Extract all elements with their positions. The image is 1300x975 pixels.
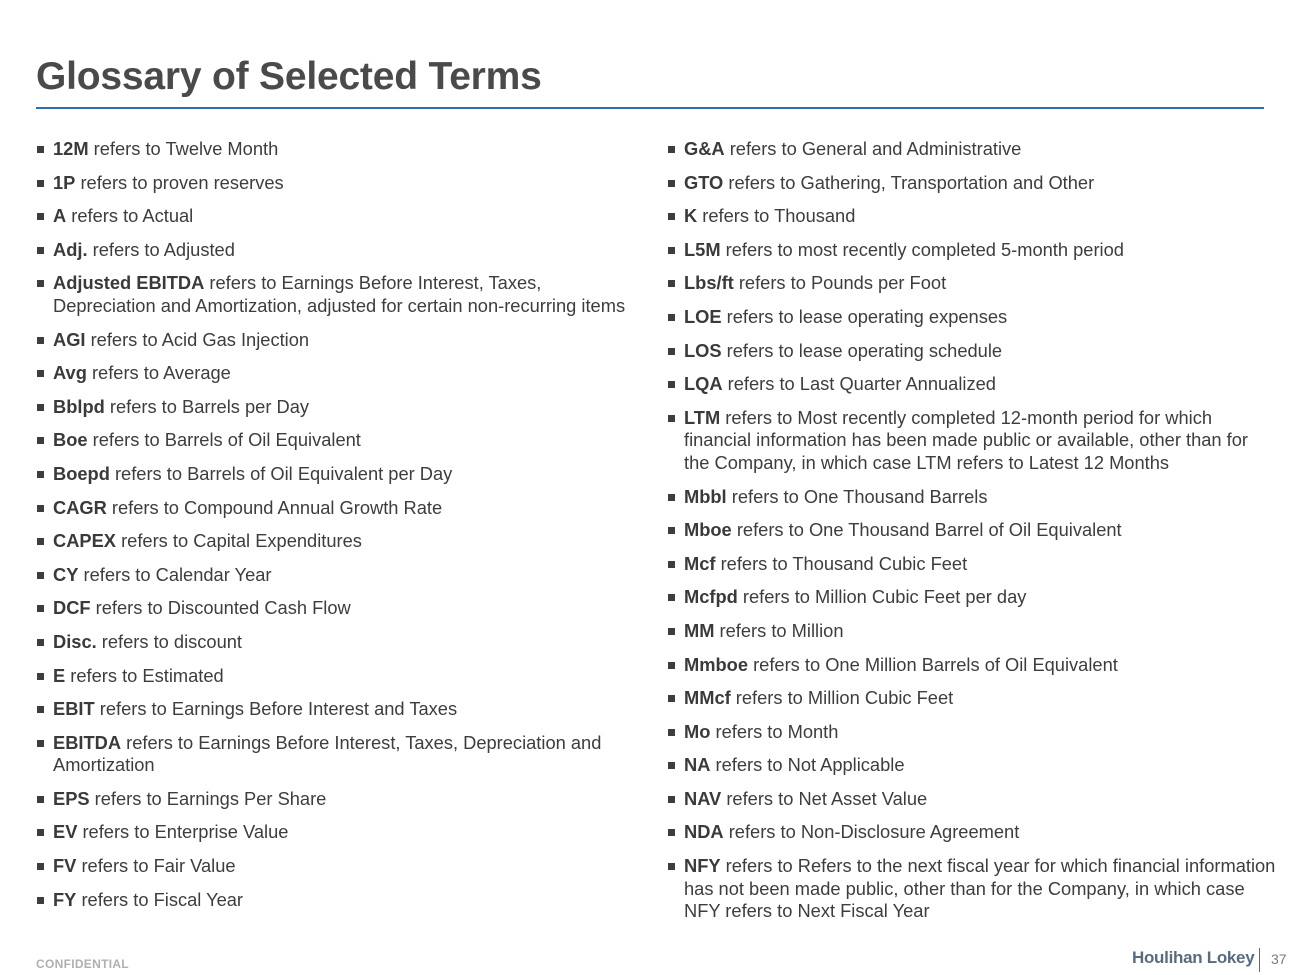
glossary-term: DCF: [53, 597, 91, 619]
glossary-term: K: [684, 205, 698, 227]
glossary-term: L5M: [684, 238, 721, 260]
square-bullet-icon: [37, 673, 44, 680]
glossary-definition: refers to Actual: [66, 205, 194, 227]
glossary-definition: refers to Earnings Before Interest and Taxes: [94, 698, 458, 720]
glossary-definition: refers to Average: [86, 362, 231, 384]
square-bullet-icon: [668, 561, 675, 568]
glossary-term: Mo: [684, 720, 711, 742]
glossary-definition: refers to Thousand Cubic Feet: [715, 552, 968, 574]
glossary-definition: refers to Fair Value: [76, 855, 236, 877]
glossary-definition: refers to Discounted Cash Flow: [90, 597, 351, 619]
glossary-term: Adjusted EBITDA: [53, 272, 205, 294]
square-bullet-icon: [37, 337, 44, 344]
glossary-definition: refers to Million Cubic Feet per day: [737, 586, 1027, 608]
glossary-term: Disc.: [53, 630, 97, 652]
glossary-item: [36, 530, 636, 553]
glossary-term: 12M: [53, 138, 89, 159]
glossary-term: Adj.: [53, 238, 88, 260]
square-bullet-icon: [668, 662, 675, 669]
glossary-item: [36, 329, 636, 352]
glossary-definition: refers to Barrels of Oil Equivalent: [87, 429, 361, 451]
square-bullet-icon: [668, 247, 675, 254]
footer-divider: [1259, 948, 1260, 972]
glossary-definition: refers to Enterprise Value: [77, 821, 289, 843]
glossary-term: NA: [684, 754, 711, 776]
square-bullet-icon: [37, 605, 44, 612]
square-bullet-icon: [37, 796, 44, 803]
glossary-item: [667, 272, 1277, 295]
glossary-definition: refers to Non-Disclosure Agreement: [723, 821, 1020, 843]
glossary-definition: refers to Thousand: [697, 205, 856, 227]
square-bullet-icon: [37, 437, 44, 444]
glossary-item: [36, 463, 636, 486]
square-bullet-icon: [668, 594, 675, 601]
glossary-term: LTM: [684, 406, 721, 428]
glossary-term: Mmboe: [684, 653, 748, 675]
square-bullet-icon: [668, 381, 675, 388]
glossary-term: AGI: [53, 328, 86, 350]
glossary-item: [667, 340, 1277, 363]
glossary-item: [667, 821, 1277, 844]
glossary-item: [667, 486, 1277, 509]
glossary-item: [667, 519, 1277, 542]
glossary-definition: refers to Twelve Month: [88, 138, 279, 159]
glossary-definition: refers to Million Cubic Feet: [730, 687, 954, 709]
glossary-definition: refers to Million: [714, 619, 844, 641]
square-bullet-icon: [37, 863, 44, 870]
square-bullet-icon: [37, 146, 44, 153]
glossary-item: [667, 687, 1277, 710]
glossary-item: [36, 362, 636, 385]
square-bullet-icon: [37, 572, 44, 579]
square-bullet-icon: [668, 527, 675, 534]
square-bullet-icon: [37, 505, 44, 512]
glossary-term: NFY: [684, 855, 721, 877]
glossary-definition: refers to lease operating expenses: [721, 305, 1008, 327]
glossary-term: LOS: [684, 339, 722, 361]
glossary-definition: refers to General and Administrative: [724, 138, 1022, 159]
glossary-item: [667, 306, 1277, 329]
glossary-term: LOE: [684, 305, 722, 327]
glossary-term: LQA: [684, 373, 723, 395]
glossary-item: [36, 855, 636, 878]
glossary-item: [667, 721, 1277, 744]
glossary-term: MM: [684, 619, 715, 641]
glossary-item: [36, 665, 636, 688]
glossary-item: [36, 138, 636, 161]
glossary-definition: refers to One Thousand Barrels: [726, 485, 988, 507]
square-bullet-icon: [37, 538, 44, 545]
glossary-definition: refers to Acid Gas Injection: [85, 328, 310, 350]
square-bullet-icon: [668, 213, 675, 220]
glossary-term: Lbs/ft: [684, 272, 734, 294]
glossary-term: EBITDA: [53, 731, 122, 753]
glossary-term: Mbbl: [684, 485, 727, 507]
glossary-item: [36, 788, 636, 811]
glossary-definition: refers to discount: [96, 630, 243, 652]
glossary-item: [667, 239, 1277, 262]
square-bullet-icon: [668, 829, 675, 836]
glossary-item: [36, 821, 636, 844]
glossary-item: [36, 497, 636, 520]
glossary-definition: refers to Not Applicable: [710, 754, 905, 776]
glossary-definition: refers to Barrels per Day: [104, 395, 310, 417]
square-bullet-icon: [668, 729, 675, 736]
glossary-term: Bblpd: [53, 395, 105, 417]
glossary-term: FV: [53, 855, 77, 877]
glossary-definition: refers to Earnings Before Interest, Taxes, Depreciation and Amortization, adjusted for certain non-recurring items: [53, 272, 626, 316]
glossary-item: [36, 429, 636, 452]
glossary-item: [36, 239, 636, 262]
glossary-column-right: [667, 138, 1277, 934]
glossary-definition: refers to Fiscal Year: [76, 888, 244, 910]
glossary-item: [667, 754, 1277, 777]
glossary-item: [667, 553, 1277, 576]
glossary-term: 1P: [53, 171, 76, 193]
glossary-definition: refers to Refers to the next fiscal year for which financial information has not been made public, other than for the Company, in which case NFY refers to Next Fiscal Year: [684, 855, 1276, 922]
glossary-item: [36, 205, 636, 228]
glossary-definition: refers to Barrels of Oil Equivalent per Day: [109, 462, 453, 484]
glossary-term: Boe: [53, 429, 88, 451]
glossary-item: [667, 373, 1277, 396]
glossary-definition: refers to Pounds per Foot: [733, 272, 947, 294]
glossary-definition: refers to Most recently completed 12-month period for which financial information has been made public or available, other than for the Company, in which case LTM refers to Latest 12 Months: [684, 406, 1249, 473]
confidential-label: CONFIDENTIAL: [36, 957, 129, 971]
glossary-definition: refers to Compound Annual Growth Rate: [106, 496, 443, 518]
glossary-term: Mcfpd: [684, 586, 738, 608]
glossary-item: [667, 586, 1277, 609]
glossary-item: [36, 889, 636, 912]
glossary-item: [36, 564, 636, 587]
glossary-item: [36, 698, 636, 721]
glossary-definition: refers to Earnings Before Interest, Taxes, Depreciation and Amortization: [53, 731, 602, 776]
glossary-definition: refers to Estimated: [65, 664, 224, 686]
square-bullet-icon: [37, 213, 44, 220]
glossary-term: NDA: [684, 821, 724, 843]
page-title: Glossary of Selected Terms: [36, 55, 542, 98]
glossary-term: G&A: [684, 138, 725, 159]
square-bullet-icon: [668, 695, 675, 702]
glossary-item: [36, 396, 636, 419]
glossary-term: Mcf: [684, 552, 716, 574]
glossary-definition: refers to Month: [710, 720, 839, 742]
glossary-term: CAGR: [53, 496, 107, 518]
glossary-definition: refers to Capital Expenditures: [116, 530, 362, 552]
glossary-term: Mboe: [684, 519, 732, 541]
glossary-column-left: [36, 138, 636, 922]
glossary-definition: refers to Gathering, Transportation and Other: [723, 171, 1095, 193]
glossary-term: NAV: [684, 787, 722, 809]
glossary-item: [667, 172, 1277, 195]
glossary-item: [36, 172, 636, 195]
glossary-term: EBIT: [53, 698, 95, 720]
glossary-item: [667, 620, 1277, 643]
glossary-item: [667, 654, 1277, 677]
glossary-term: MMcf: [684, 687, 731, 709]
glossary-item: [36, 631, 636, 654]
glossary-item: [36, 597, 636, 620]
page-number: 37: [1271, 951, 1287, 967]
square-bullet-icon: [37, 740, 44, 747]
glossary-definition: refers to Adjusted: [87, 238, 235, 260]
glossary-term: A: [53, 205, 67, 227]
brand-logo: Houlihan Lokey: [1132, 948, 1255, 967]
square-bullet-icon: [668, 863, 675, 870]
glossary-term: E: [53, 664, 66, 686]
glossary-definition: refers to most recently completed 5-month period: [720, 238, 1124, 260]
glossary-definition: refers to One Thousand Barrel of Oil Equivalent: [731, 519, 1122, 541]
glossary-term: GTO: [684, 171, 724, 193]
square-bullet-icon: [668, 796, 675, 803]
glossary-item: [667, 205, 1277, 228]
glossary-definition: refers to Net Asset Value: [721, 787, 928, 809]
glossary-term: EPS: [53, 787, 90, 809]
glossary-item: [667, 855, 1277, 923]
square-bullet-icon: [37, 280, 44, 287]
title-divider: [36, 107, 1264, 109]
square-bullet-icon: [668, 314, 675, 321]
square-bullet-icon: [668, 280, 675, 287]
square-bullet-icon: [668, 628, 675, 635]
square-bullet-icon: [668, 762, 675, 769]
glossary-item: [667, 788, 1277, 811]
square-bullet-icon: [37, 706, 44, 713]
square-bullet-icon: [668, 180, 675, 187]
square-bullet-icon: [668, 146, 675, 153]
square-bullet-icon: [668, 348, 675, 355]
glossary-term: CY: [53, 563, 79, 585]
glossary-definition: refers to Calendar Year: [78, 563, 272, 585]
glossary-definition: refers to lease operating schedule: [721, 339, 1003, 361]
square-bullet-icon: [37, 180, 44, 187]
glossary-term: Boepd: [53, 462, 110, 484]
glossary-item: [36, 272, 636, 317]
glossary-definition: refers to Earnings Per Share: [89, 787, 327, 809]
square-bullet-icon: [668, 415, 675, 422]
glossary-item: [667, 138, 1277, 161]
glossary-term: EV: [53, 821, 78, 843]
glossary-term: CAPEX: [53, 530, 116, 552]
square-bullet-icon: [37, 829, 44, 836]
square-bullet-icon: [37, 370, 44, 377]
glossary-item: [667, 407, 1277, 475]
glossary-item: [36, 732, 636, 777]
glossary-definition: refers to proven reserves: [75, 171, 284, 193]
glossary-term: Avg: [53, 362, 87, 384]
glossary-definition: refers to Last Quarter Annualized: [722, 373, 996, 395]
square-bullet-icon: [37, 471, 44, 478]
glossary-term: FY: [53, 888, 77, 910]
square-bullet-icon: [668, 494, 675, 501]
glossary-definition: refers to One Million Barrels of Oil Equivalent: [747, 653, 1118, 675]
square-bullet-icon: [37, 639, 44, 646]
square-bullet-icon: [37, 404, 44, 411]
square-bullet-icon: [37, 897, 44, 904]
square-bullet-icon: [37, 247, 44, 254]
